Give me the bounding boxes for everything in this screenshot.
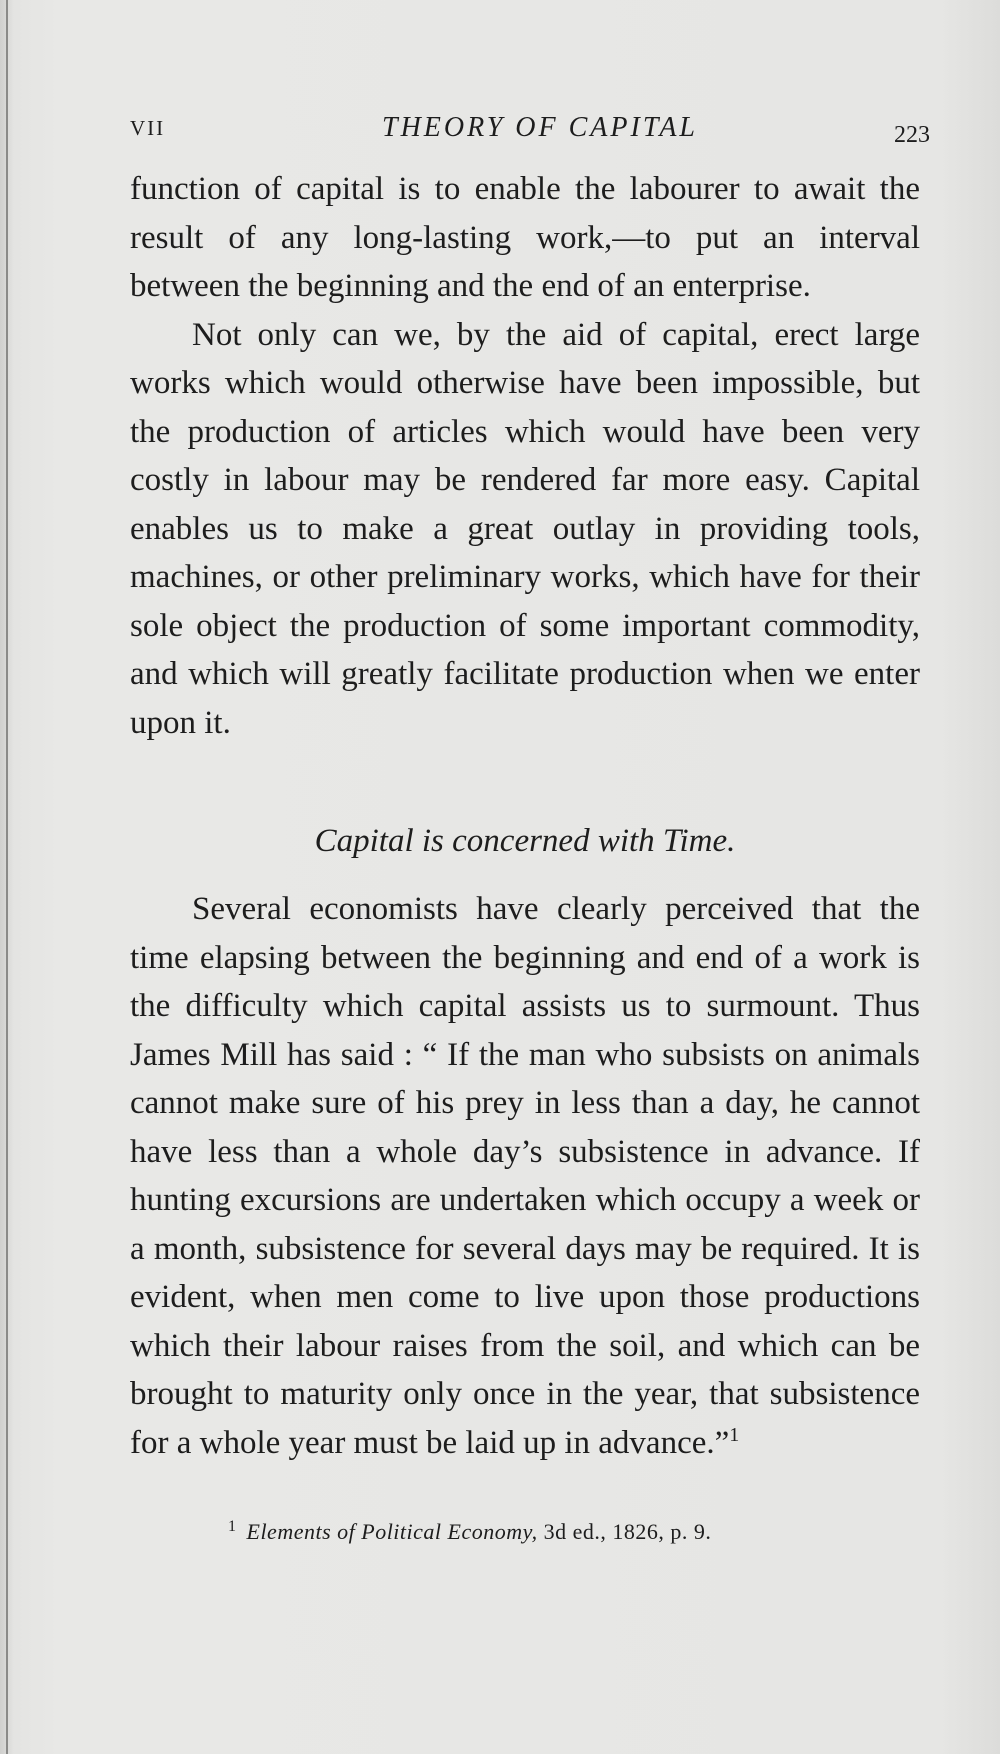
footnote-book-title: Elements of Political Economy, bbox=[246, 1519, 538, 1544]
footnote bbox=[228, 1518, 711, 1545]
paragraph-james-mill-quote bbox=[130, 885, 920, 1467]
page-number: 223 bbox=[894, 122, 930, 148]
footnote-number: 1 bbox=[228, 1518, 237, 1535]
chapter-number: VII bbox=[130, 116, 166, 140]
paragraph-capital-works: Not only can we, by the aid of capital, erect large works which would otherwise have been impossible, but the production of articles which would have been very costly in labour may be rendered far more easy. Capital enables us to make a great outlay in providing tools, machines, or other preliminary works, which have for their sole object the production of some important commodity, and which will greatly facilitate production when we enter upon it. bbox=[130, 316, 920, 741]
footnote-details: 3d ed., 1826, p. 9. bbox=[537, 1519, 712, 1544]
footnote-reference: 1 bbox=[729, 1423, 740, 1446]
running-head bbox=[130, 112, 930, 152]
quote-text: Several economists have clearly perceived that the time elapsing between the beginning and end of a work is the difficulty which capital assists us to surmount. Thus James Mill has said : “ If the man who subsists on animals cannot make sure of his prey in less than a day, he cannot have less than a whole day’s subsistence in advance. If hunting excursions are undertaken which occupy a week or a month, subsistence for several days may be required. It is evident, when men come to live upon those productions which their labour raises from the soil, and which can be brought to maturity only once in the year, that subsistence for a whole year must be laid up in advance.” bbox=[130, 891, 920, 1461]
paragraph-continued: function of capital is to enable the labourer to await the result of any long-lasting work,—to put an interval between the beginning and the end of an enterprise. bbox=[130, 171, 920, 304]
body-text bbox=[130, 165, 920, 1467]
running-title: THEORY OF CAPITAL bbox=[382, 112, 698, 143]
page-spine-edge bbox=[6, 0, 8, 1754]
section-heading: Capital is concerned with Time. bbox=[314, 823, 736, 859]
